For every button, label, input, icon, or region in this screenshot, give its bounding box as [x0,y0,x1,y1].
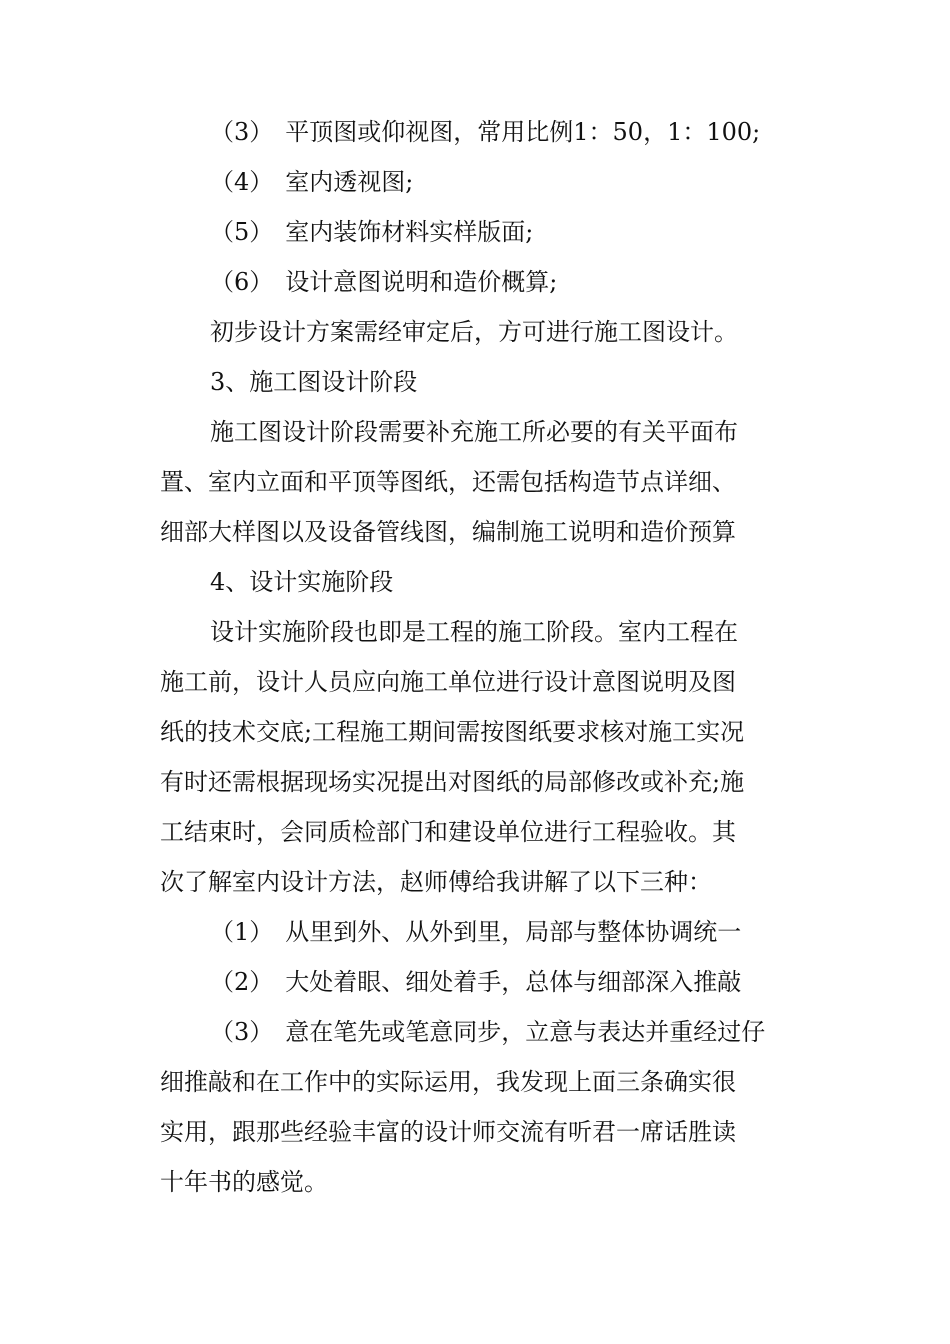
text-line: 纸的技术交底;工程施工期间需按图纸要求核对施工实况 [160,718,745,746]
text-line: 工结束时，会同质检部门和建设单位进行工程验收。其 [160,818,736,846]
text-line: 细推敲和在工作中的实际运用，我发现上面三条确实很 [160,1068,736,1096]
text-line: 次了解室内设计方法，赵师傅给我讲解了以下三种： [160,868,712,896]
text-line: 有时还需根据现场实况提出对图纸的局部修改或补充;施 [160,768,745,796]
text-line: （1） 从里到外、从外到里，局部与整体协调统一 [210,918,742,946]
text-line: （2） 大处着眼、细处着手，总体与细部深入推敲 [210,968,742,996]
section-heading: 4、设计实施阶段 [210,568,394,596]
text-line: 十年书的感觉。 [160,1168,328,1196]
text-line: （3） 平顶图或仰视图，常用比例1：50，1：100; [210,118,761,146]
text-line: （3） 意在笔先或笔意同步，立意与表达并重经过仔 [210,1018,766,1046]
text-line: （5） 室内装饰材料实样版面; [210,218,534,246]
text-line: 施工图设计阶段需要补充施工所必要的有关平面布 [210,418,738,446]
text-line: 实用，跟那些经验丰富的设计师交流有听君一席话胜读 [160,1118,736,1146]
text-line: （6） 设计意图说明和造价概算; [210,268,558,296]
text-line: 施工前，设计人员应向施工单位进行设计意图说明及图 [160,668,736,696]
text-line: 细部大样图以及设备管线图，编制施工说明和造价预算 [160,518,736,546]
text-line: 置、室内立面和平顶等图纸，还需包括构造节点详细、 [160,468,736,496]
section-heading: 3、施工图设计阶段 [210,368,418,396]
text-line: （4） 室内透视图; [210,168,414,196]
text-line: 初步设计方案需经审定后，方可进行施工图设计。 [210,318,738,346]
text-line: 设计实施阶段也即是工程的施工阶段。室内工程在 [210,618,738,646]
